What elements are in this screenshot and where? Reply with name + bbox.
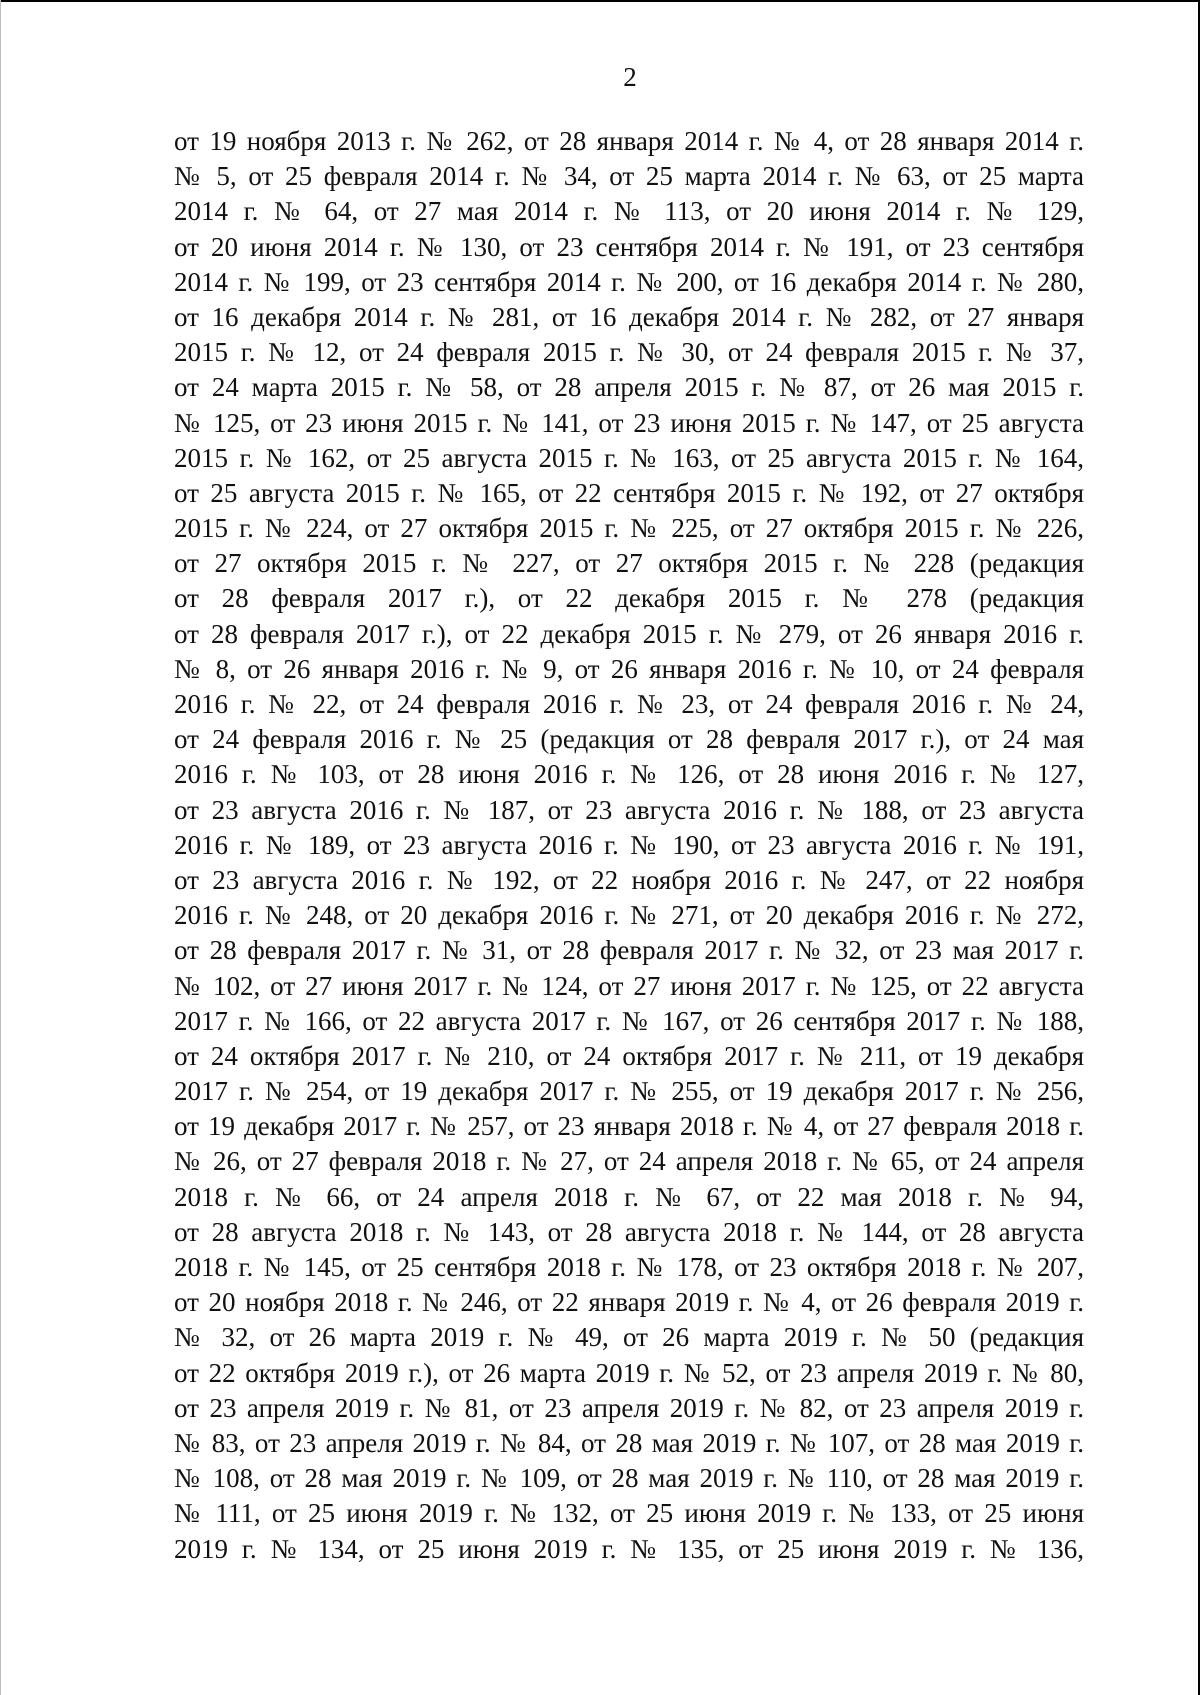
text-line: от 22 октября 2019 г.), от 26 марта 2019 г. № 52, от 23 апреля 2019 г. № 80, [174, 1357, 1084, 1388]
text-line: от 24 февраля 2016 г. № 25 (редакция от 28 февраля 2017 г.), от 24 мая [174, 724, 1084, 755]
text-line: № 8, от 26 января 2016 г. № 9, от 26 января 2016 г. № 10, от 24 февраля [174, 653, 1084, 684]
text-line: 2017 г. № 254, от 19 декабря 2017 г. № 255, от 19 декабря 2017 г. № 256, [174, 1076, 1084, 1107]
text-line: 2016 г. № 248, от 20 декабря 2016 г. № 271, от 20 декабря 2016 г. № 272, [174, 900, 1084, 931]
text-line: от 27 октября 2015 г. № 227, от 27 октября 2015 г. № 228 (редакция [174, 548, 1084, 579]
text-line: 2018 г. № 66, от 24 апреля 2018 г. № 67, от 22 мая 2018 г. № 94, [174, 1181, 1084, 1212]
text-line: 2019 г. № 134, от 25 июня 2019 г. № 135, от 25 июня 2019 г. № 136, [174, 1533, 1084, 1564]
text-line: от 19 декабря 2017 г. № 257, от 23 января 2018 г. № 4, от 27 февраля 2018 г. [174, 1111, 1084, 1142]
text-line: 2015 г. № 162, от 25 августа 2015 г. № 163, от 25 августа 2015 г. № 164, [174, 442, 1084, 473]
scan-border-top [0, 0, 1200, 2]
text-line: от 24 марта 2015 г. № 58, от 28 апреля 2015 г. № 87, от 26 мая 2015 г. [174, 372, 1084, 403]
text-line: 2018 г. № 145, от 25 сентября 2018 г. № 178, от 23 октября 2018 г. № 207, [174, 1252, 1084, 1282]
text-line: № 102, от 27 июня 2017 г. № 124, от 27 июня 2017 г. № 125, от 22 августа [174, 970, 1084, 1001]
text-line: № 32, от 26 марта 2019 г. № 49, от 26 марта 2019 г. № 50 (редакция [174, 1322, 1084, 1353]
document-body-text [174, 124, 1084, 1567]
text-line: от 20 июня 2014 г. № 130, от 23 сентября 2014 г. № 191, от 23 сентября [174, 231, 1084, 262]
text-line: 2015 г. № 224, от 27 октября 2015 г. № 225, от 27 октября 2015 г. № 226, [174, 513, 1084, 544]
text-line: 2016 г. № 103, от 28 июня 2016 г. № 126, от 28 июня 2016 г. № 127, [174, 759, 1084, 790]
text-line: от 23 августа 2016 г. № 192, от 22 ноября 2016 г. № 247, от 22 ноября [174, 864, 1084, 895]
text-line: от 19 ноября 2013 г. № 262, от 28 января 2014 г. № 4, от 28 января 2014 г. [174, 126, 1084, 156]
text-line: 2016 г. № 189, от 23 августа 2016 г. № 190, от 23 августа 2016 г. № 191, [174, 829, 1084, 860]
text-line: № 5, от 25 февраля 2014 г. № 34, от 25 марта 2014 г. № 63, от 25 марта [174, 161, 1084, 192]
text-line: № 26, от 27 февраля 2018 г. № 27, от 24 апреля 2018 г. № 65, от 24 апреля [174, 1146, 1084, 1177]
text-line: от 20 ноября 2018 г. № 246, от 22 января 2019 г. № 4, от 26 февраля 2019 г. [174, 1287, 1084, 1318]
text-line: 2014 г. № 64, от 27 мая 2014 г. № 113, от 20 июня 2014 г. № 129, [174, 196, 1084, 227]
text-line: от 24 октября 2017 г. № 210, от 24 октября 2017 г. № 211, от 19 декабря [174, 1040, 1084, 1071]
text-line: № 83, от 23 апреля 2019 г. № 84, от 28 мая 2019 г. № 107, от 28 мая 2019 г. [174, 1427, 1084, 1458]
text-line: от 25 августа 2015 г. № 165, от 22 сентября 2015 г. № 192, от 27 октября [174, 477, 1084, 508]
text-line: 2017 г. № 166, от 22 августа 2017 г. № 167, от 26 сентября 2017 г. № 188, [174, 1005, 1084, 1036]
text-line: от 16 декабря 2014 г. № 281, от 16 декабря 2014 г. № 282, от 27 января [174, 301, 1084, 332]
page-number: 2 [623, 62, 637, 92]
text-line: от 28 февраля 2017 г. № 31, от 28 февраля 2017 г. № 32, от 23 мая 2017 г. [174, 935, 1084, 966]
text-line: от 23 августа 2016 г. № 187, от 23 августа 2016 г. № 188, от 23 августа [174, 794, 1084, 825]
text-line: № 108, от 28 мая 2019 г. № 109, от 28 мая 2019 г. № 110, от 28 мая 2019 г. [174, 1463, 1084, 1494]
text-line: от 28 февраля 2017 г.), от 22 декабря 2015 г. № 279, от 26 января 2016 г. [174, 618, 1084, 649]
text-line: № 111, от 25 июня 2019 г. № 132, от 25 июня 2019 г. № 133, от 25 июня [174, 1498, 1084, 1529]
text-line: от 28 августа 2018 г. № 143, от 28 августа 2018 г. № 144, от 28 августа [174, 1216, 1084, 1247]
text-line: № 125, от 23 июня 2015 г. № 141, от 23 июня 2015 г. № 147, от 25 августа [174, 407, 1084, 438]
text-line: от 28 февраля 2017 г.), от 22 декабря 2015 г. № 278 (редакция [174, 583, 1084, 614]
text-line: от 23 апреля 2019 г. № 81, от 23 апреля 2019 г. № 82, от 23 апреля 2019 г. [174, 1392, 1084, 1423]
text-line: 2014 г. № 199, от 23 сентября 2014 г. № 200, от 16 декабря 2014 г. № 280, [174, 266, 1084, 297]
text-line: 2015 г. № 12, от 24 февраля 2015 г. № 30, от 24 февраля 2015 г. № 37, [174, 337, 1084, 368]
text-line: 2016 г. № 22, от 24 февраля 2016 г. № 23, от 24 февраля 2016 г. № 24, [174, 689, 1084, 719]
scan-border-left [0, 0, 1, 1695]
